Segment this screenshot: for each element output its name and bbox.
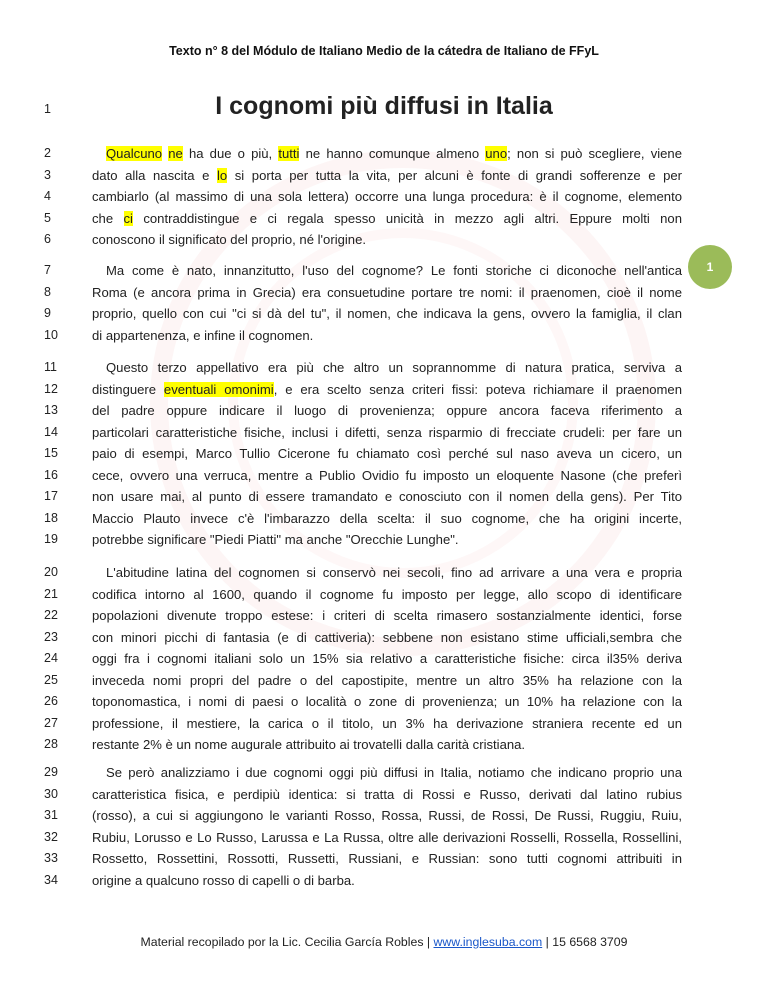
text-line (0, 165, 768, 187)
text-line (0, 422, 768, 444)
text-segment: L'abitudine latina del cognomen si conservò nei secoli, fino ad arrivare a una vera e propria (106, 565, 682, 580)
text-line (0, 303, 768, 325)
text-line (0, 508, 768, 530)
line-number: 25 (44, 672, 58, 687)
footer-link[interactable]: www.inglesuba.com (433, 935, 543, 949)
line-number: 9 (44, 306, 51, 320)
highlighted-word: Qualcuno (106, 146, 163, 161)
text-segment: codifica intorno al 1600, quando il cognome fu imposto per legge, allo scopo di identificare (92, 586, 682, 602)
line-number: 10 (44, 327, 58, 342)
text-line (0, 648, 768, 670)
line-number: 7 (44, 263, 51, 277)
paragraph (0, 562, 768, 756)
text-line (0, 805, 768, 827)
page-footer (0, 935, 768, 949)
line-text (92, 784, 682, 806)
line-text (92, 443, 682, 465)
text-segment: Rossetto, Rossettini, Rossotti, Russetti, Russiani, e Russian: sono tutti cognomi attribuiti in (92, 851, 682, 866)
text-segment: Ma come è nato, innanzitutto, l'uso del cognome? Le fonti storiche ci diconoche nell'antica (106, 263, 682, 278)
text-line (0, 400, 768, 422)
text-segment: ne hanno comunque almeno (299, 146, 486, 161)
text-segment: toponomastica, i nomi di paesi o località o zone di provenienza; un 10% ha relazione con la (92, 694, 682, 709)
line-number: 19 (44, 532, 58, 546)
text-line (0, 143, 768, 165)
line-number: 12 (44, 381, 58, 396)
line-text (92, 584, 682, 606)
text-segment: con minori picchi di fantasia (e di cattiveria): sebbene non esistano stime ufficiali,sembra che (92, 629, 682, 645)
footer-credit: Material recopilado por la Lic. Cecilia García Robles | (140, 935, 434, 949)
text-line (0, 762, 768, 784)
line-number: 18 (44, 510, 58, 525)
text-segment: Se però analizziamo i due cognomi oggi più diffusi in Italia, notiamo che indicano proprio una (106, 765, 682, 780)
paragraph (0, 357, 768, 551)
line-number: 27 (44, 715, 58, 730)
paragraph (0, 260, 768, 346)
line-number: 5 (44, 210, 51, 225)
line-number: 13 (44, 403, 58, 417)
highlighted-word: lo (216, 167, 228, 183)
line-text (92, 848, 682, 870)
line-number: 6 (44, 232, 51, 246)
text-line (0, 670, 768, 692)
text-line (0, 282, 768, 304)
text-segment: ha due o più, (182, 146, 279, 161)
line-number: 23 (44, 629, 58, 644)
line-text (92, 325, 682, 347)
text-line (0, 208, 768, 230)
text-line (0, 870, 768, 892)
line-text (92, 186, 682, 208)
line-text (92, 827, 682, 849)
line-text (92, 605, 682, 627)
highlighted-word: ne (168, 146, 183, 161)
footer-phone: | 15 6568 3709 (542, 935, 628, 949)
line-text (92, 400, 682, 422)
paragraph (0, 143, 768, 251)
text-line (0, 848, 768, 870)
line-text (106, 357, 682, 379)
line-number: 26 (44, 694, 58, 708)
text-segment: Roma (e ancora prima in Grecia) era consuetudine portare tre nomi: il praenomen, cioè il nome (92, 284, 682, 300)
text-line (0, 260, 768, 282)
text-segment: origine a qualcuno rosso di capelli o di barba. (92, 872, 355, 888)
text-line (0, 713, 768, 735)
line-text (106, 143, 682, 165)
text-line (0, 529, 768, 551)
text-segment: oggi fra i cognomi italiani solo un 15% sia relativo a caratteristiche fisiche: circa il35% deriva (92, 651, 682, 666)
line-number: 31 (44, 808, 58, 822)
text-line (0, 357, 768, 379)
line-number: 17 (44, 489, 58, 503)
highlighted-word: eventuali omonimi (163, 381, 274, 397)
text-line (0, 562, 768, 584)
title-row (0, 92, 768, 122)
text-line (0, 379, 768, 401)
text-line (0, 691, 768, 713)
page-number-badge: 1 (688, 245, 732, 289)
text-segment: particolari caratteristiche fisiche, inclusi i difetti, senza risparmio di frecciate crudeli: per fare un (92, 424, 682, 440)
line-text (92, 627, 682, 649)
line-number: 28 (44, 737, 58, 751)
text-segment: Maccio Plauto invece c'è l'imbarazzo della scelta: il suo cognome, che ha origini incerte, (92, 510, 682, 526)
text-segment: restante 2% è un nome augurale attribuito ai trovatelli dalla carità cristiana. (92, 737, 526, 752)
line-number: 8 (44, 284, 51, 299)
text-segment: Rubiu, Lorusso e Lo Russo, Larussa e La Russa, oltre alle derivazioni Rosselli, Rossella, Rossellini, (92, 829, 682, 845)
text-segment: , e era scelto senza criteri fissi: poteva richiamare il praenomen (273, 381, 682, 397)
line-number: 24 (44, 651, 58, 665)
line-text (92, 282, 682, 304)
text-segment: contraddistingue e ci regala spesso unicità in mezzo agli altri. Eppure molti non (132, 210, 682, 226)
text-segment: caratteristica fisica, e perdipiù identica: si tratta di Rossi e Russo, derivati dal latino rubius (92, 786, 682, 802)
line-text (92, 670, 682, 692)
line-number: 30 (44, 786, 58, 801)
line-text (92, 805, 682, 827)
line-text (92, 165, 682, 187)
line-text (92, 529, 682, 551)
text-line (0, 186, 768, 208)
text-line (0, 465, 768, 487)
line-number: 20 (44, 565, 58, 579)
line-number: 1 (44, 102, 51, 116)
page-header: Texto n° 8 del Módulo de Italiano Medio de la cátedra de Italiano de FFyL (169, 44, 599, 58)
text-line (0, 486, 768, 508)
text-segment: di appartenenza, e infine il cognomen. (92, 327, 314, 343)
text-line (0, 229, 768, 251)
line-number: 32 (44, 829, 58, 844)
text-line (0, 325, 768, 347)
text-segment: potrebbe significare "Piedi Piatti" ma anche "Orecchie Lunghe". (92, 532, 459, 547)
line-text (92, 713, 682, 735)
text-segment: professione, il mestiere, la carica o il titolo, un 3% ha derivazione straniera recente ed un (92, 715, 682, 731)
line-number: 14 (44, 424, 58, 439)
text-line (0, 584, 768, 606)
text-line (0, 784, 768, 806)
text-segment: ; non si può scegliere, viene (507, 146, 682, 161)
line-text (92, 648, 682, 670)
text-segment: conoscono il significato del proprio, né l'origine. (92, 232, 366, 247)
line-text (92, 508, 682, 530)
document-title: I cognomi più diffusi in Italia (215, 92, 553, 120)
text-segment: cece, ovvero una verruca, mentre a Publio Ovidio fu imposto un eloquente Nasone (che preferì (92, 467, 682, 483)
text-segment: si porta per tutta la vita, per alcuni è fonte di grandi sofferenze e per (227, 167, 683, 183)
line-text (92, 870, 682, 892)
text-line (0, 443, 768, 465)
line-text (106, 562, 682, 584)
line-number: 29 (44, 765, 58, 779)
text-segment: (rosso), a cui si aggiungono le varianti Rosso, Rossa, Russi, de Rossi, De Russi, Ruggiu, Ruiu, (92, 808, 682, 823)
text-line (0, 827, 768, 849)
text-segment: non usare mai, al punto di essere tramandato e conosciuto con il nomen della gens). Per Tito (92, 489, 682, 504)
line-number: 4 (44, 189, 51, 203)
text-segment: Questo terzo appellativo era più che altro un soprannomme di natura pratica, serviva a (106, 360, 682, 375)
text-line (0, 627, 768, 649)
line-number: 3 (44, 167, 51, 182)
line-text (92, 486, 682, 508)
text-segment: dato alla nascita e (92, 167, 217, 183)
highlighted-word: uno (485, 146, 508, 161)
line-text (92, 303, 682, 325)
text-line (0, 734, 768, 756)
line-text (92, 465, 682, 487)
line-text (106, 762, 682, 784)
line-number: 34 (44, 872, 58, 887)
line-text (92, 691, 682, 713)
line-text (106, 260, 682, 282)
text-line (0, 605, 768, 627)
line-number: 16 (44, 467, 58, 482)
text-segment: inveceda nomi propri del padre o del capostipite, mentre un altro 35% ha relazione con la (92, 672, 682, 688)
line-number: 33 (44, 851, 58, 865)
text-segment: del padre oppure indicare il luogo di provenienza; oppure ancora faceva riferimento a (92, 403, 682, 418)
text-segment: paio di esempi, Marco Tullio Cicerone fu chiamato così perché sul naso aveva un cicero, un (92, 446, 682, 461)
highlighted-word: tutti (278, 146, 300, 161)
line-number: 11 (44, 360, 57, 374)
line-text (92, 208, 682, 230)
text-segment: cambiarlo (al massimo di una sola lettera) occorre una lunga procedura: è il cognome, elemento (92, 189, 682, 204)
line-text (92, 229, 682, 251)
line-number: 21 (44, 586, 58, 601)
line-text (92, 379, 682, 401)
text-segment: che (92, 210, 124, 226)
line-number: 22 (44, 608, 58, 622)
text-segment: proprio, quello con cui "ci si dà del tu", il nomen, che indicava la gens, ovvero la famiglia, il clan (92, 306, 682, 321)
line-number: 15 (44, 446, 58, 460)
text-segment: popolazioni divenute troppo estese: i criteri di scelta rimasero sostanzialmente identici, forse (92, 608, 682, 623)
paragraph (0, 762, 768, 891)
line-text (92, 422, 682, 444)
line-number: 2 (44, 146, 51, 160)
line-text (92, 734, 682, 756)
highlighted-word: ci (123, 210, 133, 226)
text-segment: distinguere (92, 381, 164, 397)
